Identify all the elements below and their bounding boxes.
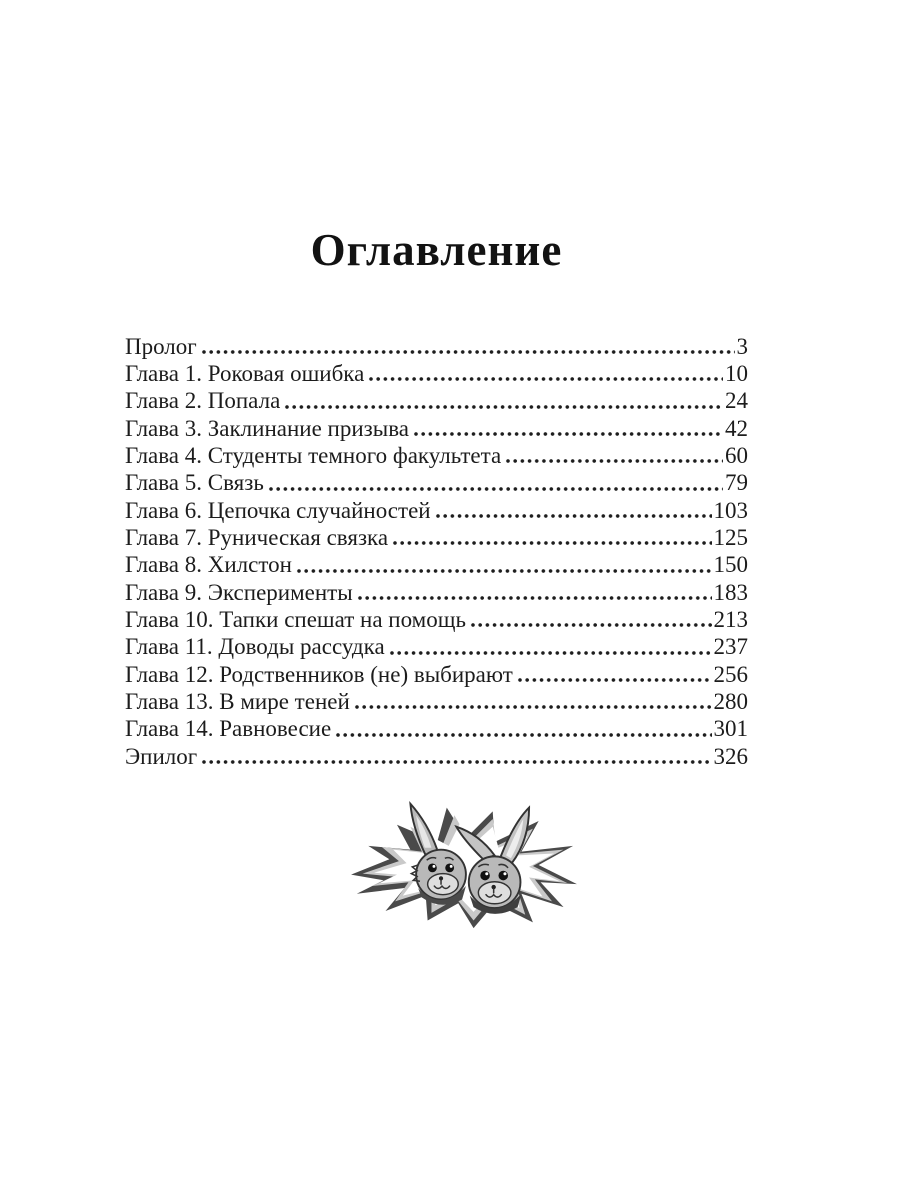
toc-entry [125, 415, 748, 442]
toc-entry-label: Эпилог [125, 743, 198, 769]
toc-entry-page: 256 [713, 661, 748, 687]
toc-leader-dots [517, 677, 712, 683]
toc-entry-page: 79 [725, 470, 748, 496]
toc-entry-label: Глава 4. Студенты темного факультета [125, 442, 502, 468]
toc-entry [125, 551, 748, 578]
toc-entry-page: 3 [736, 333, 748, 359]
toc-leader-dots [470, 622, 712, 628]
toc-entry [125, 579, 748, 606]
toc-leader-dots [389, 650, 712, 656]
toc-entry-label: Глава 2. Попала [125, 388, 281, 414]
toc-entry [125, 606, 748, 633]
toc-entry-label: Глава 5. Связь [125, 470, 264, 496]
toc-leader-dots [357, 595, 712, 601]
toc-entry [125, 360, 748, 387]
toc-list [125, 333, 748, 771]
toc-entry-label: Глава 13. В мире теней [125, 688, 350, 714]
toc-leader-dots [296, 568, 712, 574]
toc-leader-dots [335, 732, 711, 738]
toc-leader-dots [368, 376, 723, 382]
toc-entry [125, 743, 748, 770]
toc-leader-dots [284, 404, 723, 410]
toc-entry-page: 183 [713, 579, 748, 605]
toc-entry [125, 387, 748, 414]
toc-leader-dots [201, 349, 735, 355]
toc-entry-page: 125 [713, 524, 748, 550]
toc-entry [125, 333, 748, 360]
toc-leader-dots [505, 458, 723, 464]
toc-entry-page: 10 [725, 360, 748, 386]
toc-leader-dots [392, 540, 711, 546]
toc-entry [125, 688, 748, 715]
toc-content [125, 0, 748, 770]
page-title: Оглавление [310, 225, 563, 275]
toc-entry-label: Глава 8. Хилстон [125, 552, 292, 578]
bunny-slippers-illustration [346, 798, 582, 932]
toc-entry [125, 661, 748, 688]
toc-entry [125, 442, 748, 469]
toc-entry-page: 150 [713, 552, 748, 578]
toc-entry-label: Пролог [125, 333, 197, 359]
toc-entry [125, 469, 748, 496]
toc-entry-page: 280 [713, 688, 748, 714]
toc-leader-dots [201, 759, 711, 765]
toc-entry-page: 326 [713, 743, 748, 769]
toc-entry-label: Глава 6. Цепочка случайностей [125, 497, 431, 523]
toc-entry-label: Глава 7. Руническая связка [125, 524, 389, 550]
toc-entry-page: 42 [725, 415, 748, 441]
toc-entry-label: Глава 11. Доводы рассудка [125, 634, 385, 660]
toc-entry-page: 103 [713, 497, 748, 523]
toc-entry-page: 213 [713, 606, 748, 632]
toc-entry-label: Глава 3. Заклинание призыва [125, 415, 409, 441]
toc-leader-dots [435, 513, 712, 519]
toc-leader-dots [354, 704, 712, 710]
toc-leader-dots [413, 431, 723, 437]
toc-entry [125, 715, 748, 742]
toc-entry [125, 633, 748, 660]
toc-entry-label: Глава 1. Роковая ошибка [125, 360, 365, 386]
toc-entry [125, 497, 748, 524]
toc-entry [125, 524, 748, 551]
toc-entry-page: 301 [713, 716, 748, 742]
toc-entry-label: Глава 14. Равновесие [125, 716, 332, 742]
toc-entry-page: 60 [725, 442, 748, 468]
toc-entry-page: 237 [713, 634, 748, 660]
toc-leader-dots [268, 486, 723, 492]
illustration-container [0, 798, 900, 937]
toc-entry-label: Глава 9. Эксперименты [125, 579, 353, 605]
toc-entry-label: Глава 12. Родственников (не) выбирают [125, 661, 513, 687]
toc-entry-label: Глава 10. Тапки спешат на помощь [125, 606, 466, 632]
toc-entry-page: 24 [725, 388, 748, 414]
